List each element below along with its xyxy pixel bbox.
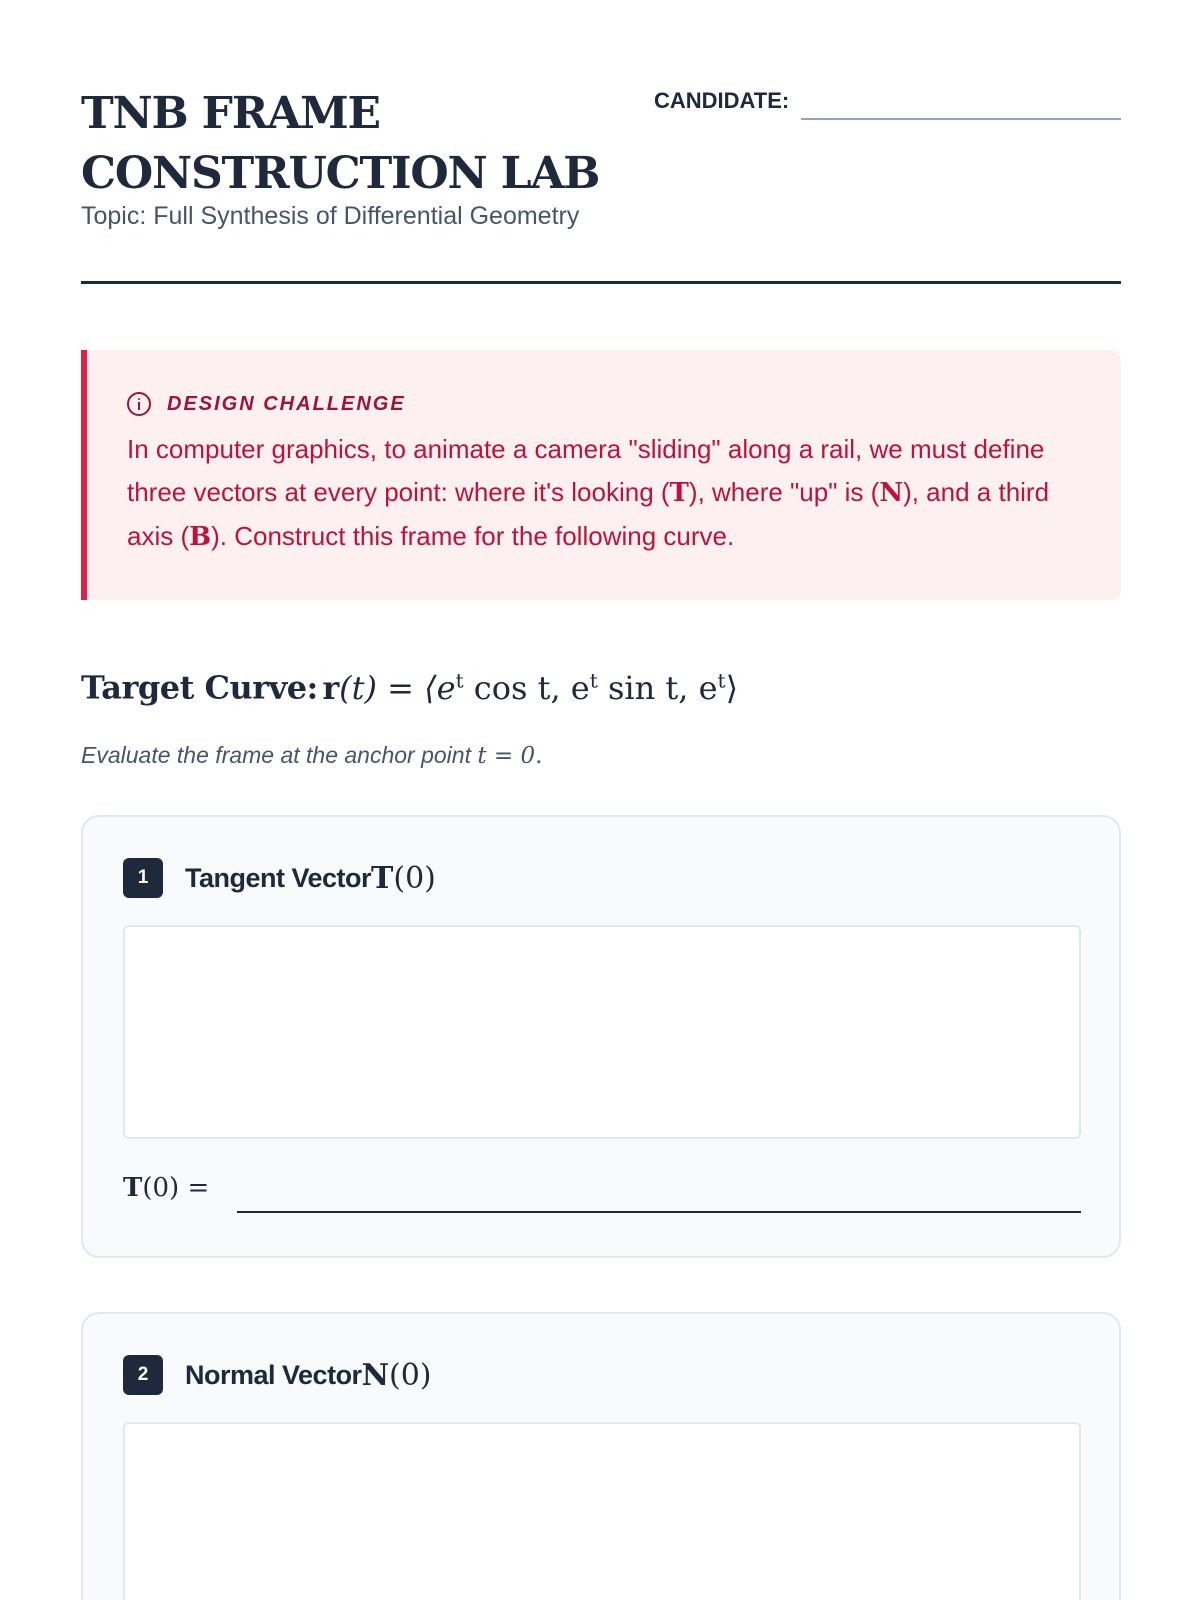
step-card-normal [81, 1312, 1121, 1600]
answer-label [123, 1173, 209, 1203]
target-curve-equation [322, 669, 738, 707]
design-challenge-callout [81, 350, 1121, 600]
candidate-name-line[interactable] [801, 118, 1121, 120]
step-number-badge: 1 [123, 858, 163, 898]
answer-symbol: T [123, 1173, 143, 1203]
step-number-badge: 2 [123, 1355, 163, 1395]
step-header [123, 1354, 432, 1396]
step-arg: (0) [389, 1357, 432, 1393]
candidate-label: CANDIDATE: [654, 88, 790, 113]
instruction-text: Evaluate the frame at the anchor point [81, 742, 471, 768]
answer-label-rest: (0) = [142, 1173, 210, 1203]
instruction-math: t = 0. [477, 743, 543, 769]
step-card-tangent [81, 815, 1121, 1258]
curve-eq-part-2: cos t, e [463, 668, 590, 707]
curve-eq-part-3: sin t, e [597, 668, 718, 707]
callout-header [127, 390, 406, 418]
normal-symbol: N [879, 478, 904, 508]
step-symbol: N [361, 1357, 389, 1393]
evaluation-instruction [81, 742, 542, 769]
worksheet-page [81, 0, 1121, 1393]
work-area-input[interactable] [123, 925, 1081, 1139]
answer-input-line[interactable] [237, 1211, 1081, 1213]
worksheet-header [81, 0, 1121, 284]
title-line-2: CONSTRUCTION LAB [81, 148, 600, 199]
callout-text-4: ). Construct this frame for the following curve. [211, 521, 735, 551]
page-title [81, 84, 641, 204]
callout-body [127, 428, 1087, 559]
callout-text-2: ), where "up" is ( [688, 477, 880, 507]
callout-tag: DESIGN CHALLENGE [167, 392, 406, 415]
candidate-field[interactable] [654, 86, 1121, 122]
page-subtitle: Topic: Full Synthesis of Differential Geometry [81, 202, 580, 230]
step-header [123, 857, 436, 899]
binormal-symbol: B [189, 522, 212, 552]
curve-eq-part-1: (t) = ⟨e [339, 668, 456, 707]
curve-r-symbol: r [322, 668, 340, 707]
callout-text-1: In computer graphics, to animate a camera "sliding" along a rail, we must define three vectors at every point: where it's looking ( [127, 434, 1045, 507]
work-area-input[interactable] [123, 1422, 1081, 1600]
curve-exp-3: t [717, 668, 726, 692]
step-math [362, 1358, 432, 1393]
step-symbol: T [371, 860, 394, 896]
step-math [371, 861, 436, 896]
callout-text-3: ), and a third axis ( [127, 477, 1050, 551]
curve-eq-part-4: ⟩ [725, 668, 739, 707]
info-icon [127, 392, 151, 416]
target-curve-label: Target Curve: [81, 668, 318, 707]
step-title: Tangent Vector [185, 862, 372, 893]
target-curve [81, 668, 738, 707]
curve-exp-2: t [589, 668, 598, 692]
tangent-symbol: T [669, 478, 689, 508]
title-line-1: TNB FRAME [81, 88, 380, 139]
curve-exp-1: t [455, 668, 464, 692]
step-title: Normal Vector [185, 1359, 362, 1390]
step-arg: (0) [393, 860, 436, 896]
answer-row [123, 1169, 1081, 1213]
